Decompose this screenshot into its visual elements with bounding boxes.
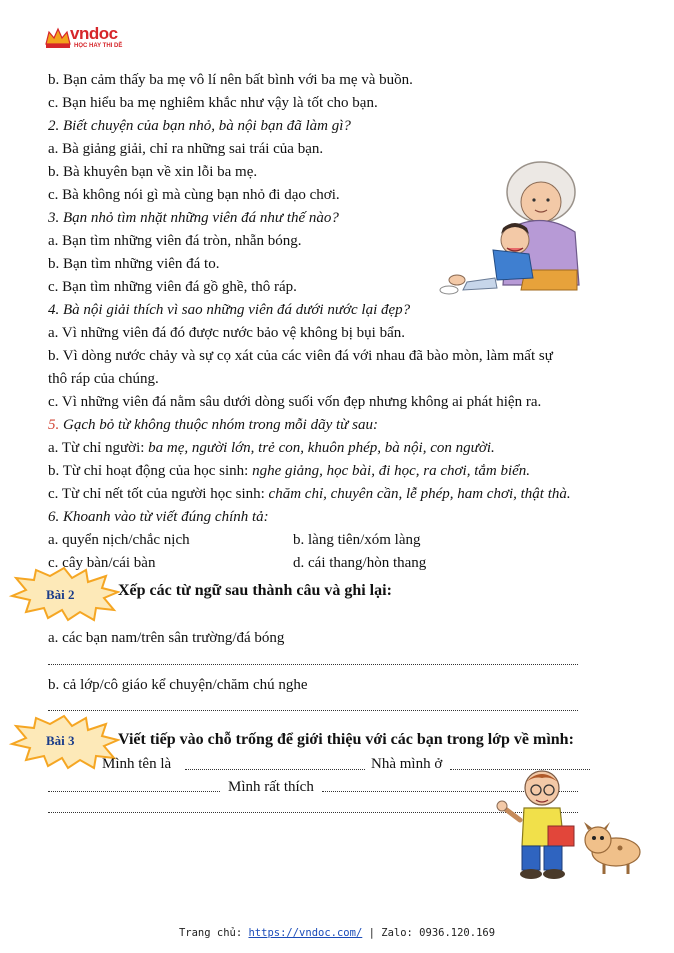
bai-3-heading: Viết tiếp vào chỗ trống để giới thiệu với các bạn trong lớp về mình: bbox=[118, 731, 574, 748]
question-5-number: 5. bbox=[48, 417, 60, 433]
like-label: Mình rất thích bbox=[228, 779, 314, 795]
answer-line: a. Bà giảng giải, chỉ ra những sai trái của bạn. bbox=[48, 141, 324, 157]
bai-2-heading: Xếp các từ ngữ sau thành câu và ghi lại: bbox=[118, 582, 392, 599]
group-label: b. Từ chỉ hoạt động của học sinh: bbox=[48, 463, 253, 479]
logo-crown-icon bbox=[44, 26, 72, 50]
answer-line: thô ráp của chúng. bbox=[48, 371, 159, 387]
name-label: Mình tên là bbox=[102, 756, 172, 772]
footer bbox=[0, 927, 674, 939]
text-line: c. Bạn hiểu ba mẹ nghiêm khắc như vậy là tốt cho bạn. bbox=[48, 95, 378, 111]
group-label: c. Từ chỉ nết tốt của người học sinh: bbox=[48, 486, 269, 502]
home-label: Nhà mình ở bbox=[371, 756, 443, 772]
group-words: ba mẹ, người lớn, trẻ con, khuôn phép, bà nội, con người. bbox=[148, 440, 495, 456]
group-label: a. Từ chỉ người: bbox=[48, 440, 149, 456]
answer-line: c. Bạn tìm những viên đá gồ ghề, thô ráp. bbox=[48, 279, 297, 295]
bai-2-item-a: a. các bạn nam/trên sân trường/đá bóng bbox=[48, 630, 285, 646]
question-5 bbox=[48, 416, 378, 434]
logo-brand: vndoc bbox=[70, 24, 118, 43]
question-6: 6. Khoanh vào từ viết đúng chính tả: bbox=[48, 509, 269, 525]
grandmother-child-illustration bbox=[437, 150, 587, 295]
footer-prefix: Trang chủ: bbox=[178, 927, 249, 939]
answer-blank-line[interactable] bbox=[48, 664, 578, 665]
boy-dog-illustration bbox=[494, 768, 646, 880]
answer-line: c. Bà không nói gì mà cùng bạn nhỏ đi dạo chơi. bbox=[48, 187, 340, 203]
answer-blank-line[interactable] bbox=[48, 791, 220, 792]
question-3: 3. Bạn nhỏ tìm nhặt những viên đá như thế nào? bbox=[48, 210, 339, 226]
bai-2-label: Bài 2 bbox=[46, 587, 75, 602]
option-d: d. cái thang/hòn thang bbox=[293, 555, 427, 571]
bai-3-label: Bài 3 bbox=[46, 733, 75, 748]
option-b: b. làng tiên/xóm làng bbox=[293, 532, 421, 548]
bai-2-badge bbox=[8, 566, 120, 622]
word-group-line bbox=[48, 485, 571, 503]
name-blank[interactable] bbox=[185, 769, 365, 770]
answer-line: a. Vì những viên đá đó được nước bảo vệ không bị bụi bẩn. bbox=[48, 325, 405, 341]
group-words: chăm chỉ, chuyên cần, lễ phép, ham chơi, thật thà. bbox=[268, 486, 571, 502]
answer-line: a. Bạn tìm những viên đá tròn, nhẵn bóng. bbox=[48, 233, 302, 249]
question-5-text: Gạch bỏ từ không thuộc nhóm trong mỗi dãy từ sau: bbox=[63, 417, 378, 433]
answer-blank-line[interactable] bbox=[48, 710, 578, 711]
text-line: b. Bạn cảm thấy ba mẹ vô lí nên bất bình với ba mẹ và buồn. bbox=[48, 72, 413, 88]
word-group-line bbox=[48, 462, 530, 480]
bai-2-item-b: b. cả lớp/cô giáo kể chuyện/chăm chú nghe bbox=[48, 677, 308, 693]
question-4: 4. Bà nội giải thích vì sao những viên đá dưới nước lại đẹp? bbox=[48, 302, 411, 318]
option-c: c. cây bàn/cái bàn bbox=[48, 555, 156, 571]
footer-homepage-link[interactable]: https://vndoc.com/ bbox=[248, 927, 363, 939]
footer-zalo: | Zalo: 0936.120.169 bbox=[362, 927, 496, 939]
option-a: a. quyển nịch/chắc nịch bbox=[48, 532, 190, 548]
answer-line: b. Bạn tìm những viên đá to. bbox=[48, 256, 220, 272]
word-group-line bbox=[48, 439, 495, 457]
answer-line: b. Bà khuyên bạn về xin lỗi ba mẹ. bbox=[48, 164, 258, 180]
answer-line: c. Vì những viên đá nằm sâu dưới dòng suối vốn đẹp nhưng không ai phát hiện ra. bbox=[48, 394, 542, 410]
answer-line: b. Vì dòng nước chảy và sự cọ xát của các viên đá với nhau đã bào mòn, làm mất sự bbox=[48, 348, 553, 364]
group-words: nghe giảng, học bài, đi học, ra chơi, tắm biển. bbox=[252, 463, 531, 479]
question-2: 2. Biết chuyện của bạn nhỏ, bà nội bạn đã làm gì? bbox=[48, 118, 351, 134]
logo-tagline: HỌC HAY THI DỄ bbox=[74, 43, 123, 49]
vndoc-logo[interactable] bbox=[44, 26, 154, 52]
